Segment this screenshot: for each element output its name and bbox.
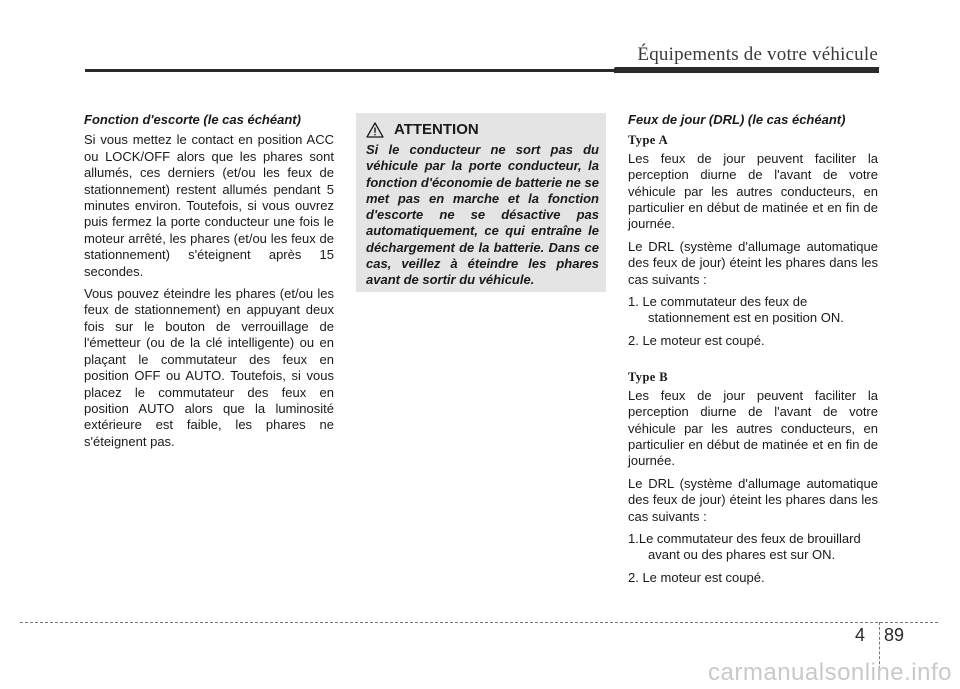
page-number: 89 [884, 625, 905, 645]
type-b-list-item: 2. Le moteur est coupé. [628, 569, 765, 585]
attention-title: ATTENTION [394, 121, 479, 138]
warning-triangle-icon [366, 122, 384, 138]
type-b-paragraph-2: Le DRL (système d'allumage automatique des feux de jour) éteint les phares dans les cas suivants : [628, 475, 878, 524]
type-a-paragraph-2: Le DRL (système d'allumage automatique des feux de jour) éteint les phares dans les cas suivants : [628, 238, 878, 287]
watermark: carmanualsonline.info [708, 659, 952, 686]
type-a-list-item: 2. Le moteur est coupé. [628, 332, 765, 348]
right-column [628, 112, 878, 592]
type-a-label: Type A [628, 133, 669, 148]
header-rule-accent [614, 67, 879, 73]
escort-function-heading: Fonction d'escorte (le cas échéant) [84, 112, 301, 127]
type-a-list-item: 1. Le commutateur des feux de stationnement est en position ON. [628, 294, 844, 326]
attention-header [366, 121, 599, 138]
chapter-number: 4 [855, 625, 866, 645]
page-header-title: Équipements de votre véhicule [637, 44, 878, 65]
attention-body: Si le conducteur ne sort pas du véhicule par la porte conducteur, la fonction d'économie de batterie ne se met pas en marche et la fonction d'escorte ne se désactive pas automatiquement, ce qui entraîne le déchargement de la batterie. Dans ce cas, veillez à éteindre les phares avant de sortir du véhicule. [366, 142, 599, 288]
drl-heading: Feux de jour (DRL) (le cas échéant) [628, 112, 846, 127]
type-b-paragraph-1: Les feux de jour peuvent faciliter la perception diurne de l'avant de votre véhicule par les autres conducteurs, en particulier en début de matinée et en fin de journée. [628, 387, 878, 469]
type-b-label: Type B [628, 370, 669, 385]
escort-paragraph-1: Si vous mettez le contact en position ACC ou LOCK/OFF alors que les phares sont allumés, ces derniers (et/ou les feux de stationnement) restent allumés pendant 5 minutes environ. Toutefois, si vous ouvrez puis fermez la porte conducteur une fois le moteur arrêté, les phares (et/ou les feux de stationnement) s'éteignent après 15 secondes. [84, 132, 334, 279]
left-column [84, 112, 334, 456]
footer-dashed-rule [20, 622, 938, 623]
attention-box [356, 113, 606, 292]
type-b-list-item: 1.Le commutateur des feux de brouillard avant ou des phares est sur ON. [628, 530, 861, 563]
type-a-paragraph-1: Les feux de jour peuvent faciliter la perception diurne de l'avant de votre véhicule par les autres conducteurs, en particulier en début de matinée et en fin de journée. [628, 150, 878, 232]
escort-paragraph-2: Vous pouvez éteindre les phares (et/ou les feux de stationnement) en appuyant deux fois sur le bouton de verrouillage de l'émetteur (ou de la clé intelligente) ou en plaçant le commutateur des feux en position OFF ou AUTO. Toutefois, si vous placez le commutateur des feux en position AUTO alors que la luminosité extérieure est faible, les phares ne s'éteignent pas. [84, 286, 334, 449]
